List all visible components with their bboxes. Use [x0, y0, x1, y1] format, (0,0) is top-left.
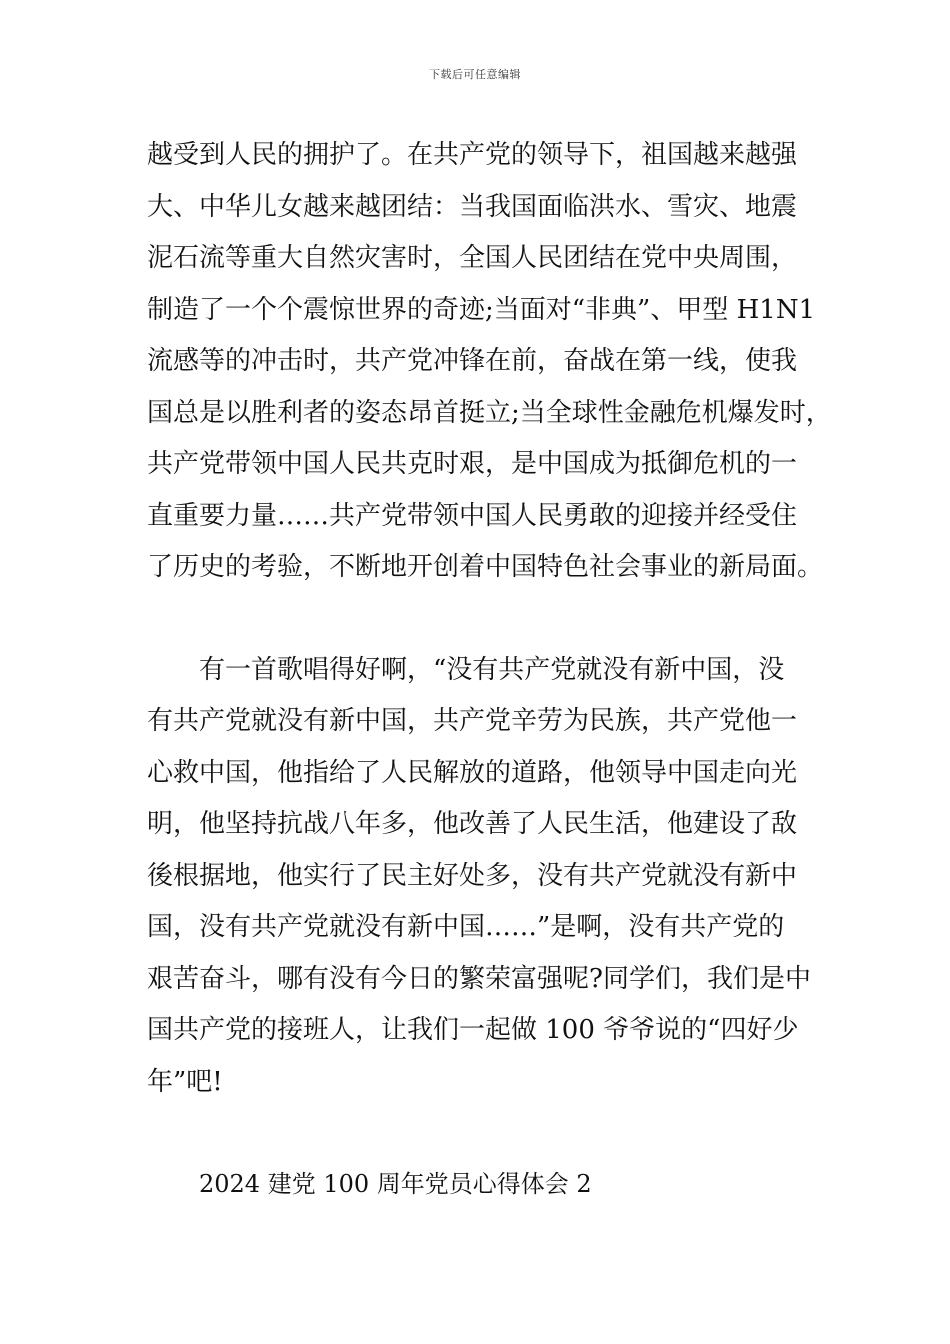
text-line: 有共产党就没有新中国，共产党辛劳为民族，共产党他一 — [147, 706, 798, 736]
text-line: 国，没有共产党就没有新中国……”是啊，没有共产党的 — [147, 912, 785, 942]
text-line: 国共产党的接班人，让我们一起做 100 爷爷说的“四好少 — [147, 1015, 799, 1045]
text-line: 心救中国，他指给了人民解放的道路，他领导中国走向光 — [147, 757, 798, 788]
text-line: 国总是以胜利者的姿态昂首挺立;当全球性金融危机爆发时， — [147, 397, 832, 428]
text-line: 直重要力量……共产党带领中国人民勇敢的迎接并经受住 — [147, 500, 798, 531]
text-line: 有一首歌唱得好啊，“没有共产党就没有新中国，没 — [199, 654, 785, 685]
paragraph-2 — [147, 645, 827, 1109]
text-line: 流感等的冲击时，共产党冲锋在前，奋战在第一线，使我 — [147, 346, 798, 376]
section-heading: 2024 建党 100 周年党员心得体会 2 — [199, 1170, 592, 1198]
text-line: 艰苦奋斗，哪有没有今日的繁荣富强呢?同学们，我们是中 — [147, 963, 811, 994]
text-line: 明，他坚持抗战八年多，他改善了人民生活，他建设了敌 — [147, 809, 798, 839]
paragraph-spacer — [147, 594, 827, 645]
text-line: 了历史的考验，不断地开创着中国特色社会事业的新局面。 — [147, 552, 824, 582]
paragraph-1 — [147, 130, 832, 594]
text-line: 越受到人民的拥护了。在共产党的领导下，祖国越来越强 — [147, 140, 798, 170]
page-header-note: 下载后可任意编辑 — [429, 68, 521, 81]
text-line: 共产党带领中国人民共克时艰，是中国成为抵御危机的一 — [147, 449, 798, 479]
paragraph-spacer — [147, 1108, 827, 1159]
text-line: 泥石流等重大自然灾害时，全国人民团结在党中央周围， — [147, 243, 798, 273]
text-line: 年”吧! — [147, 1066, 223, 1097]
text-line: 大、中华儿女越来越团结：当我国面临洪水、雪灾、地震 — [147, 191, 798, 222]
text-line: 後根据地，他实行了民主好处多，没有共产党就没有新中 — [147, 860, 798, 891]
document-body — [147, 130, 832, 1210]
text-line: 制造了一个个震惊世界的奇迹;当面对“非典”、甲型 H1N1 — [147, 294, 816, 325]
